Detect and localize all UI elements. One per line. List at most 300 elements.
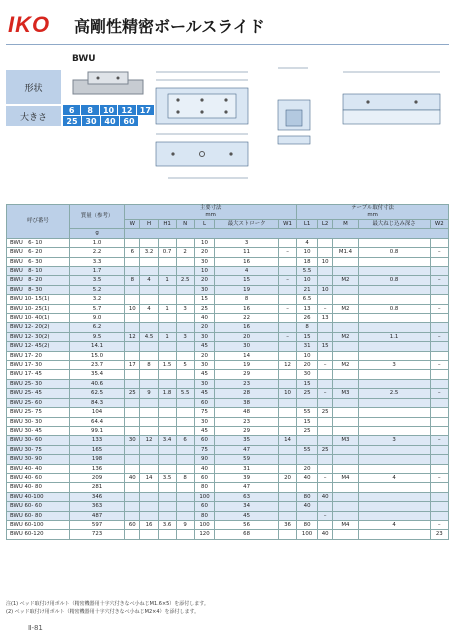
table-cell <box>140 295 158 304</box>
table-cell <box>158 464 176 473</box>
table-cell <box>158 285 176 294</box>
size-label: 大きさ <box>6 106 61 126</box>
table-cell: 136 <box>70 464 125 473</box>
table-cell: 18 <box>297 257 318 266</box>
column-header: W1 <box>278 220 296 229</box>
row-name-cell: BWU 6- 20 <box>7 248 70 257</box>
table-cell <box>297 455 318 464</box>
table-cell <box>333 267 358 276</box>
table-cell: 40 <box>317 530 332 539</box>
size-chip: 12 <box>118 105 136 116</box>
table-cell: 12 <box>125 332 140 341</box>
table-cell <box>158 295 176 304</box>
table-cell <box>140 502 158 511</box>
row-name-cell: BWU 10- 15(1) <box>7 295 70 304</box>
table-cell <box>158 398 176 407</box>
table-cell <box>125 267 140 276</box>
table-cell <box>278 267 296 276</box>
table-cell <box>317 248 332 257</box>
table-cell: – <box>430 361 448 370</box>
table-cell <box>176 483 194 492</box>
column-header: W2 <box>430 220 448 229</box>
table-cell <box>176 267 194 276</box>
table-cell: 60 <box>194 502 215 511</box>
table-cell <box>125 370 140 379</box>
table-cell: 15 <box>297 417 318 426</box>
size-chip: 17 <box>137 105 155 116</box>
table-cell <box>358 285 430 294</box>
table-cell <box>278 408 296 417</box>
page-number: Ⅱ-81 <box>28 624 43 632</box>
table-cell <box>358 492 430 501</box>
table-cell <box>430 398 448 407</box>
table-cell: 1 <box>158 332 176 341</box>
table-cell: M4 <box>333 473 358 482</box>
table-cell <box>176 408 194 417</box>
table-cell <box>125 257 140 266</box>
table-cell: M2 <box>333 332 358 341</box>
table-cell: 5.5 <box>176 389 194 398</box>
table-row <box>7 445 449 454</box>
table-cell <box>358 455 430 464</box>
table-cell <box>430 483 448 492</box>
table-cell <box>333 455 358 464</box>
table-cell <box>176 314 194 323</box>
table-cell: 1.7 <box>70 267 125 276</box>
table-cell: 30 <box>194 379 215 388</box>
table-cell: 4 <box>140 304 158 313</box>
size-chip: 25 <box>63 116 82 127</box>
brand-logo: IKO <box>8 12 51 37</box>
table-cell <box>125 492 140 501</box>
table-row <box>7 417 449 426</box>
table-cell: 20 <box>194 276 215 285</box>
table-cell <box>140 370 158 379</box>
table-cell <box>176 511 194 520</box>
table-cell: 40 <box>194 464 215 473</box>
table-cell: 723 <box>70 530 125 539</box>
table-cell <box>158 314 176 323</box>
table-cell <box>176 502 194 511</box>
table-cell <box>430 323 448 332</box>
table-row <box>7 426 449 435</box>
table-cell <box>278 370 296 379</box>
table-cell <box>430 492 448 501</box>
table-cell: 5.7 <box>70 304 125 313</box>
table-cell <box>278 342 296 351</box>
table-cell <box>140 492 158 501</box>
table-cell: 40 <box>297 473 318 482</box>
table-cell <box>125 351 140 360</box>
table-cell <box>140 323 158 332</box>
table-row <box>7 361 449 370</box>
table-cell <box>297 436 318 445</box>
table-cell: 20 <box>297 361 318 370</box>
table-cell: 40 <box>297 502 318 511</box>
table-cell <box>297 483 318 492</box>
table-cell: 3 <box>215 238 279 247</box>
table-cell <box>430 295 448 304</box>
table-cell <box>430 342 448 351</box>
header <box>6 4 451 44</box>
table-cell: – <box>430 248 448 257</box>
table-cell <box>333 295 358 304</box>
table-cell <box>158 370 176 379</box>
table-cell: 3.2 <box>140 248 158 257</box>
table-cell <box>140 285 158 294</box>
table-cell <box>158 483 176 492</box>
table-cell: 15 <box>194 295 215 304</box>
table-cell: 48 <box>215 408 279 417</box>
table-cell <box>125 342 140 351</box>
table-cell <box>140 267 158 276</box>
table-cell: 9.5 <box>70 332 125 341</box>
table-cell: 209 <box>70 473 125 482</box>
row-name-cell: BWU 60-100 <box>7 520 70 529</box>
table-cell: 80 <box>194 483 215 492</box>
row-name-cell: BWU 30- 90 <box>7 455 70 464</box>
table-cell: 1.5 <box>158 361 176 370</box>
table-cell <box>317 520 332 529</box>
column-header: H1 <box>158 220 176 229</box>
table-cell <box>140 455 158 464</box>
table-cell: 25 <box>317 408 332 417</box>
table-cell: – <box>430 276 448 285</box>
table-cell <box>140 483 158 492</box>
table-cell <box>430 257 448 266</box>
table-row <box>7 285 449 294</box>
table-cell: 25 <box>125 389 140 398</box>
table-cell <box>176 285 194 294</box>
table-cell <box>317 323 332 332</box>
table-cell: 40.6 <box>70 379 125 388</box>
table-cell <box>358 257 430 266</box>
table-cell <box>333 238 358 247</box>
table-cell <box>125 455 140 464</box>
table-cell: 10 <box>317 257 332 266</box>
table-cell: 14.1 <box>70 342 125 351</box>
table-cell <box>140 530 158 539</box>
table-cell: 55 <box>297 445 318 454</box>
size-grid <box>63 105 155 127</box>
table-cell: 25 <box>297 426 318 435</box>
table-cell: 60 <box>125 520 140 529</box>
table-cell <box>317 238 332 247</box>
table-cell <box>317 276 332 285</box>
header-divider <box>6 44 449 45</box>
table-cell: 10 <box>297 351 318 360</box>
table-cell: M1.4 <box>333 248 358 257</box>
table-cell <box>358 502 430 511</box>
table-cell: 80 <box>194 511 215 520</box>
table-cell: 20 <box>194 351 215 360</box>
table-row <box>7 511 449 520</box>
table-row <box>7 267 449 276</box>
table-cell: 9 <box>140 389 158 398</box>
column-header: 最大ストローク <box>215 220 279 229</box>
table-cell: – <box>317 473 332 482</box>
row-name-cell: BWU 30- 45 <box>7 426 70 435</box>
table-row <box>7 464 449 473</box>
table-cell <box>176 464 194 473</box>
table-cell <box>333 426 358 435</box>
table-cell <box>430 285 448 294</box>
table-cell: M4 <box>333 520 358 529</box>
table-cell: 3.4 <box>158 436 176 445</box>
model-name: BWU <box>72 54 96 64</box>
table-cell: 40 <box>194 314 215 323</box>
table-cell: 3.2 <box>70 295 125 304</box>
table-cell: 23 <box>430 530 448 539</box>
table-cell <box>158 267 176 276</box>
row-name-cell: BWU 8- 20 <box>7 276 70 285</box>
table-cell <box>278 445 296 454</box>
column-header: N <box>176 220 194 229</box>
table-cell: 75 <box>194 445 215 454</box>
table-cell: 19 <box>215 285 279 294</box>
table-cell: 21 <box>297 285 318 294</box>
table-cell: 30 <box>194 361 215 370</box>
table-cell <box>358 295 430 304</box>
size-chip: 60 <box>120 116 139 127</box>
table-row <box>7 323 449 332</box>
table-cell: 28 <box>215 389 279 398</box>
table-cell: 3 <box>176 332 194 341</box>
row-name-cell: BWU 60-120 <box>7 530 70 539</box>
table-cell <box>333 342 358 351</box>
row-name-cell: BWU 30- 60 <box>7 436 70 445</box>
table-cell <box>358 267 430 276</box>
table-cell <box>176 238 194 247</box>
table-cell: 3 <box>176 304 194 313</box>
table-cell: 25 <box>297 389 318 398</box>
row-name-cell: BWU 8- 10 <box>7 267 70 276</box>
row-name-cell: BWU 17- 30 <box>7 361 70 370</box>
table-cell <box>125 379 140 388</box>
table-row <box>7 370 449 379</box>
row-name-cell: BWU 12- 30(2) <box>7 332 70 341</box>
table-cell <box>140 445 158 454</box>
table-cell: 3.5 <box>158 473 176 482</box>
table-cell: – <box>317 389 332 398</box>
table-cell <box>125 323 140 332</box>
table-row <box>7 398 449 407</box>
table-cell <box>430 417 448 426</box>
table-row <box>7 314 449 323</box>
table-cell <box>358 379 430 388</box>
column-header: H <box>140 220 158 229</box>
table-cell <box>278 455 296 464</box>
table-cell: 2.5 <box>358 389 430 398</box>
table-cell <box>125 530 140 539</box>
table-row <box>7 304 449 313</box>
col-main-dims: 主要寸法 mm <box>125 205 297 220</box>
table-cell <box>317 483 332 492</box>
row-name-cell: BWU 17- 20 <box>7 351 70 360</box>
table-cell: 2 <box>176 248 194 257</box>
column-header: L2 <box>317 220 332 229</box>
size-chip: 30 <box>82 116 101 127</box>
table-cell <box>358 417 430 426</box>
table-cell <box>125 285 140 294</box>
table-cell <box>358 483 430 492</box>
table-cell: – <box>278 248 296 257</box>
table-cell: 9.0 <box>70 314 125 323</box>
row-name-cell: BWU 25- 75 <box>7 408 70 417</box>
row-name-cell: BWU 40- 60 <box>7 473 70 482</box>
table-cell: 4 <box>358 473 430 482</box>
table-cell <box>278 295 296 304</box>
table-cell <box>317 417 332 426</box>
table-cell <box>358 398 430 407</box>
table-cell: 64.4 <box>70 417 125 426</box>
table-cell <box>140 464 158 473</box>
table-cell: 30 <box>194 332 215 341</box>
table-cell <box>278 511 296 520</box>
table-cell: 8 <box>297 323 318 332</box>
table-cell <box>176 257 194 266</box>
table-cell: 30 <box>194 417 215 426</box>
table-row <box>7 483 449 492</box>
table-cell <box>158 445 176 454</box>
table-cell: 23.7 <box>70 361 125 370</box>
table-cell: – <box>278 276 296 285</box>
table-cell <box>125 426 140 435</box>
table-cell: 5.2 <box>70 285 125 294</box>
table-row <box>7 276 449 285</box>
table-row <box>7 351 449 360</box>
table-cell <box>176 530 194 539</box>
table-cell <box>333 314 358 323</box>
table-cell: 14 <box>140 473 158 482</box>
table-cell <box>176 492 194 501</box>
table-cell: 10 <box>297 276 318 285</box>
table-cell <box>158 492 176 501</box>
table-cell: 6 <box>125 248 140 257</box>
dimension-table <box>6 204 449 540</box>
table-cell: 11 <box>215 248 279 257</box>
table-cell: 60 <box>194 473 215 482</box>
table-cell <box>278 502 296 511</box>
dimension-drawing <box>148 50 448 200</box>
table-cell <box>358 511 430 520</box>
table-cell <box>333 492 358 501</box>
table-cell: 363 <box>70 502 125 511</box>
table-cell <box>176 417 194 426</box>
table-cell: 100 <box>297 530 318 539</box>
table-cell: 597 <box>70 520 125 529</box>
table-cell: – <box>430 473 448 482</box>
column-header: M <box>333 220 358 229</box>
table-cell <box>158 511 176 520</box>
table-cell: 34 <box>215 502 279 511</box>
table-row <box>7 530 449 539</box>
table-cell: M2 <box>333 276 358 285</box>
table-cell: 10 <box>125 304 140 313</box>
size-chip: 8 <box>81 105 99 116</box>
table-cell <box>430 370 448 379</box>
table-row <box>7 492 449 501</box>
table-row <box>7 520 449 529</box>
table-cell <box>278 314 296 323</box>
table-cell: 25 <box>317 445 332 454</box>
row-name-cell: BWU 25- 45 <box>7 389 70 398</box>
table-cell <box>140 314 158 323</box>
table-cell: 8 <box>176 473 194 482</box>
table-cell: 30 <box>215 342 279 351</box>
table-cell <box>317 379 332 388</box>
table-cell <box>333 530 358 539</box>
table-cell: 1 <box>158 304 176 313</box>
table-cell: 26 <box>297 314 318 323</box>
table-cell: 35 <box>215 436 279 445</box>
table-cell <box>158 379 176 388</box>
table-cell: 99.1 <box>70 426 125 435</box>
table-cell <box>125 417 140 426</box>
table-cell <box>176 445 194 454</box>
table-cell: 90 <box>194 455 215 464</box>
table-cell <box>125 483 140 492</box>
table-cell <box>358 426 430 435</box>
table-cell: 281 <box>70 483 125 492</box>
table-cell: 17 <box>125 361 140 370</box>
table-cell <box>158 530 176 539</box>
table-cell: 30 <box>194 285 215 294</box>
table-row <box>7 379 449 388</box>
table-cell <box>140 417 158 426</box>
table-cell: 0.7 <box>158 248 176 257</box>
row-name-cell: BWU 8- 30 <box>7 285 70 294</box>
table-cell <box>430 379 448 388</box>
table-cell <box>176 351 194 360</box>
table-cell <box>358 464 430 473</box>
table-cell <box>317 351 332 360</box>
table-cell: 198 <box>70 455 125 464</box>
table-cell <box>176 426 194 435</box>
table-cell: 16 <box>215 257 279 266</box>
table-cell <box>333 464 358 473</box>
table-cell: 3.3 <box>70 257 125 266</box>
row-name-cell: BWU 60- 60 <box>7 502 70 511</box>
table-cell: 10 <box>278 389 296 398</box>
table-cell <box>297 398 318 407</box>
table-cell <box>125 408 140 417</box>
row-name-cell: BWU 30- 75 <box>7 445 70 454</box>
table-cell <box>333 502 358 511</box>
table-cell <box>278 426 296 435</box>
table-cell <box>317 455 332 464</box>
table-cell <box>430 238 448 247</box>
table-cell <box>278 398 296 407</box>
table-cell <box>278 379 296 388</box>
table-cell: 12 <box>140 436 158 445</box>
table-cell: 3.6 <box>158 520 176 529</box>
table-cell: 63 <box>215 492 279 501</box>
table-cell: 13 <box>297 304 318 313</box>
table-cell <box>430 314 448 323</box>
table-cell: 120 <box>194 530 215 539</box>
table-cell <box>158 257 176 266</box>
table-cell <box>430 455 448 464</box>
table-cell <box>158 502 176 511</box>
table-row <box>7 257 449 266</box>
table-cell <box>125 238 140 247</box>
table-cell: 30 <box>297 370 318 379</box>
table-cell <box>297 511 318 520</box>
table-cell: M2 <box>333 361 358 370</box>
table-cell: 0.8 <box>358 276 430 285</box>
table-cell: 36 <box>278 520 296 529</box>
